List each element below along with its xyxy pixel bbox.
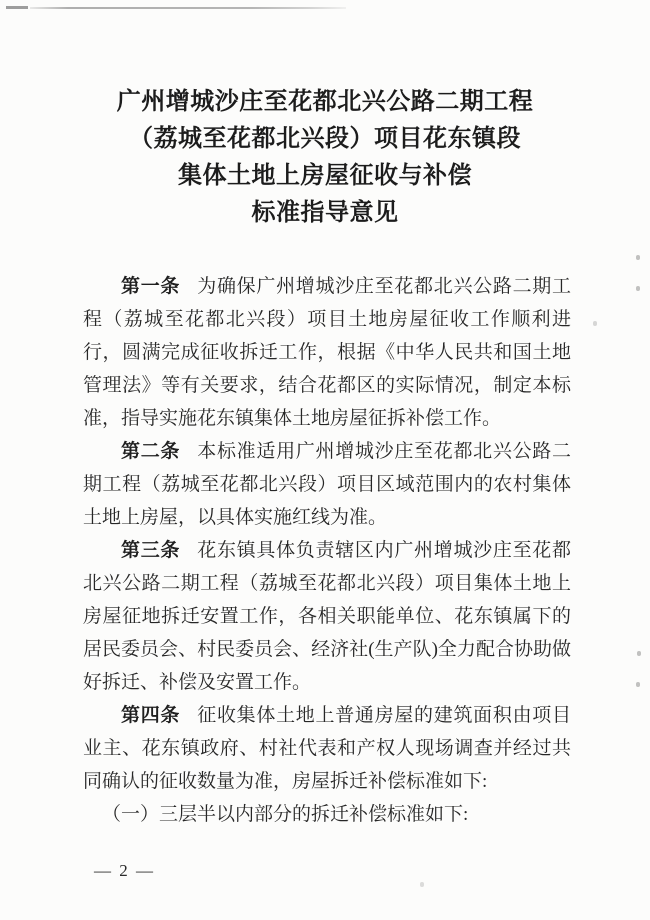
scan-speck: [593, 321, 597, 326]
title-line-4: 标准指导意见: [251, 200, 399, 226]
title-line-1: 广州增城沙庄至花都北兴公路二期工程: [116, 89, 534, 115]
article-4-text: 征收集体土地上普通房屋的建筑面积由项目业主、花东镇政府、村社代表和产权人现场调查并经过共同确认的征收数量为准，房屋拆迁补偿标准如下:: [83, 705, 571, 792]
title-line-3: 集体土地上房屋征收与补偿: [178, 163, 472, 189]
article-1-heading: 第一条: [121, 276, 181, 297]
scan-speck: [637, 651, 641, 656]
paragraph-sub-item-1: （一）三层半以内部分的拆迁补偿标准如下:: [102, 804, 469, 825]
paragraph-article-3: [83, 534, 571, 699]
scan-speck: [636, 286, 640, 291]
scan-speck: [636, 682, 640, 687]
article-2-heading: 第二条: [121, 441, 181, 462]
article-3-heading: 第三条: [121, 540, 181, 561]
paragraph-article-1: [83, 270, 571, 435]
scan-artifact-line: [30, 7, 346, 9]
scan-speck: [420, 882, 424, 887]
page-number: — 2 —: [94, 861, 155, 880]
scan-artifact-dash: [6, 6, 28, 9]
article-4-heading: 第四条: [121, 705, 181, 726]
document-title: [65, 84, 585, 232]
article-2-text: 本标准适用广州增城沙庄至花都北兴公路二期工程（荔城至花都北兴段）项目区域范围内的农村集体土地上房屋，以具体实施红线为准。: [83, 441, 571, 528]
title-line-2: （荔城至花都北兴段）项目花东镇段: [129, 126, 521, 152]
paragraph-article-4: [83, 699, 571, 798]
article-1-text: 为确保广州增城沙庄至花都北兴公路二期工程（荔城至花都北兴段）项目土地房屋征收工作顺利进行，圆满完成征收拆迁工作，根据《中华人民共和国土地管理法》等有关要求，结合花都区的实际情况，制定本标准，指导实施花东镇集体土地房屋征拆补偿工作。: [83, 276, 571, 429]
article-3-text: 花东镇具体负责辖区内广州增城沙庄至花都北兴公路二期工程（荔城至花都北兴段）项目集体土地上房屋征地拆迁安置工作，各相关职能单位、花东镇属下的居民委员会、村民委员会、经济社(生产队)全力配合协助做好拆迁、补偿及安置工作。: [83, 540, 571, 693]
document-body: [83, 270, 571, 831]
paragraph-article-2: [83, 435, 571, 534]
scan-speck: [636, 255, 640, 260]
